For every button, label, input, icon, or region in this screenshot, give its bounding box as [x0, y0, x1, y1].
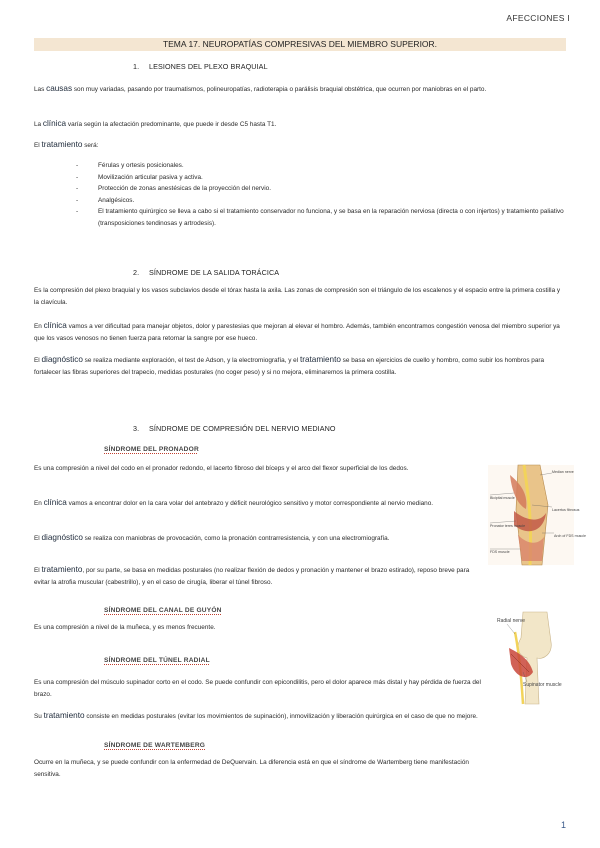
subsection-wartemberg: SÍNDROME DE WARTEMBERG	[104, 742, 206, 749]
paragraph-definicion	[34, 285, 564, 309]
keyword: clínica	[43, 321, 67, 330]
text: , por su parte, se basa en medidas posturales (no realizar flexión de dedos y pronación y mantener el brazo estirado), reposo breve para evitar la atrofia muscular (cabestrillo), y en el caso de cirugía, liberar el túnel fibroso.	[34, 567, 470, 586]
paragraph-radial-tratamiento	[34, 710, 564, 723]
keyword: clínica	[42, 119, 67, 128]
text: Su	[34, 713, 44, 720]
keyword: tratamiento	[299, 355, 341, 364]
section-title: LESIONES DEL PLEXO BRAQUIAL	[149, 62, 268, 71]
figure-label: Arch of FDS muscle	[554, 534, 586, 538]
text: vamos a ver dificultad para manejar objetos, dolor y parestesias que mejoran al elevar el hombro. Además, también encontramos congestión venosa del miembro superior ya que los vasos venosos no tienen fuerza para retornar la sangre por ese hueco.	[34, 323, 560, 342]
text: Es una compresión del músculo supinador corto en el codo. Se puede confundir con epicondilitis, pero el dolor aparece más distal y hay pérdida de fuerza del brazo.	[34, 679, 481, 698]
keyword: tratamiento	[41, 565, 83, 574]
page-number: 1	[560, 820, 566, 830]
document-title: TEMA 17. NEUROPATÍAS COMPRESIVAS DEL MIEMBRO SUPERIOR.	[34, 38, 566, 51]
keyword: diagnóstico	[41, 355, 83, 364]
text: Es una compresión a nivel de la muñeca, y es menos frecuente.	[34, 624, 216, 631]
course-header: AFECCIONES I	[506, 13, 570, 23]
text: varía según la afectación predominante, que puede ir desde C5 hasta T1.	[66, 121, 277, 128]
keyword: clínica	[43, 498, 67, 507]
figure-label: Bicipital muscle	[490, 496, 515, 500]
section-title: SÍNDROME DE LA SALIDA TORÁCICA	[149, 268, 280, 277]
section-1-heading	[133, 62, 268, 71]
radial-tunnel-illustration	[493, 612, 565, 704]
figure-label: Supinator muscle	[523, 682, 562, 688]
section-number: 1.	[133, 62, 140, 71]
paragraph-causas	[34, 83, 564, 96]
section-title: SÍNDROME DE COMPRESIÓN DEL NERVIO MEDIANO	[149, 424, 336, 433]
text: vamos a encontrar dolor en la cara volar del antebrazo y déficit neurológico sensitivo y motor correspondiente al nervio mediano.	[66, 500, 434, 507]
text: se realiza con maniobras de provocación, como la pronación contrarresistencia, y con una electromiografía.	[82, 535, 390, 542]
paragraph-pronador-tratamiento	[34, 564, 484, 589]
pronator-anatomy-illustration	[488, 465, 586, 565]
paragraph-pronador-definicion	[34, 463, 482, 475]
text: Las	[34, 86, 47, 93]
paragraph-pronador-clinica	[34, 497, 482, 510]
list-item: - Analgésicos.	[76, 195, 566, 207]
subsection-radial: SÍNDROME DEL TÚNEL RADIAL	[104, 657, 210, 664]
text: La	[34, 121, 43, 128]
paragraph-wartemberg	[34, 757, 494, 781]
keyword: tratamiento	[43, 711, 85, 720]
text: se realiza mediante exploración, el test de Adson, y la electromiografía, y el	[82, 357, 300, 364]
treatment-list	[76, 160, 566, 229]
text: El	[34, 535, 42, 542]
keyword: tratamiento	[41, 140, 83, 149]
text: se basa en ejercicios de cuello y hombro, como subir los hombros para fortalecer las fibras superiores del trapecio, medidas posturales (no coger peso) y si no mejora, eliminaremos la primera costilla.	[34, 357, 545, 376]
keyword: diagnóstico	[41, 533, 83, 542]
figure-label: Lacertus fibrosus	[552, 508, 580, 512]
text: Ocurre en la muñeca, y se puede confundir con la enfermedad de DeQuervain. La diferencia está en que el síndrome de Wartemberg tiene manifestación sensitiva.	[34, 759, 469, 778]
paragraph-tratamiento	[34, 139, 564, 152]
text: El	[34, 142, 42, 149]
figure-label: Pronator teres muscle	[490, 524, 526, 528]
list-item: - Movilización articular pasiva y activa.	[76, 172, 566, 184]
paragraph-pronador-diagnostico	[34, 532, 482, 545]
text: Es una compresión a nivel del codo en el pronador redondo, el lacerto fibroso del bíceps y el arco del flexor superficial de los dedos.	[34, 465, 409, 472]
section-2-heading	[133, 268, 279, 277]
section-3-heading	[133, 424, 336, 433]
paragraph-clinica	[34, 320, 564, 345]
paragraph-radial-definicion	[34, 677, 490, 701]
list-item: - Protección de zonas anestésicas de la proyección del nervio.	[76, 183, 566, 195]
section-number: 2.	[133, 268, 140, 277]
text: consiste en medidas posturales (evitar los movimientos de supinación), inmovilización y liberación quirúrgica en el caso de que no mejore.	[84, 713, 478, 720]
section-number: 3.	[133, 424, 140, 433]
figure-label: Radial nerve	[497, 618, 526, 624]
text: El	[34, 357, 42, 364]
keyword: causas	[46, 84, 73, 93]
figure-label: FDS muscle	[490, 550, 510, 554]
text: será:	[82, 142, 99, 149]
subsection-pronador: SÍNDROME DEL PRONADOR	[104, 446, 199, 453]
paragraph-clinica	[34, 118, 564, 131]
text: En	[34, 500, 44, 507]
list-item: - El tratamiento quirúrgico se lleva a cabo si el tratamiento conservador no funciona, y se basa en la reparación nerviosa (directa o con injertos) y tratamiento paliativo (transposiciones tendinosas y artrodesis).	[76, 206, 566, 229]
text: En	[34, 323, 44, 330]
text: El	[34, 567, 42, 574]
text: son muy variadas, pasando por traumatismos, polineuropatías, radioterapia o parálisis braquial obstétrica, que ocurren por maniobras en el parto.	[72, 86, 487, 93]
text: Es la compresión del plexo braquial y los vasos subclavios desde el tórax hasta la axila. Las zonas de compresión son el triángulo de los escalenos y el espacio entre la primera costilla y la clavícula.	[34, 287, 561, 306]
paragraph-guyon	[34, 622, 482, 634]
list-item: - Férulas y ortesis posicionales.	[76, 160, 566, 172]
figure-label: Median nerve	[552, 470, 574, 474]
subsection-guyon: SÍNDROME DEL CANAL DE GUYÓN	[104, 607, 222, 614]
paragraph-diagnostico	[34, 354, 564, 379]
